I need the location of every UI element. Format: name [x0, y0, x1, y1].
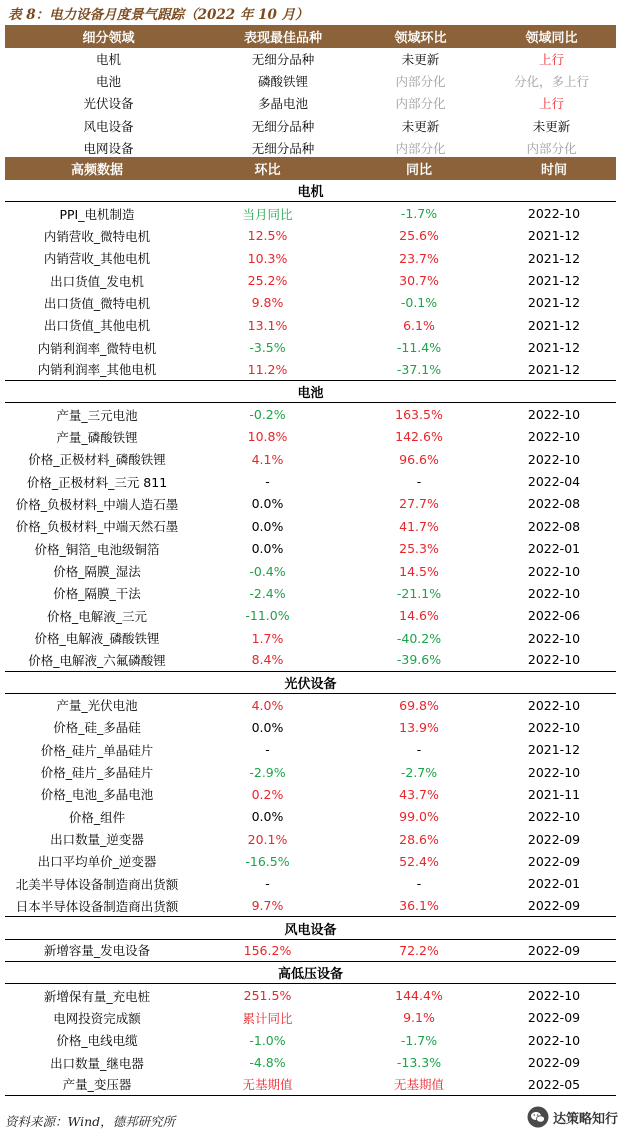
row-date: 2022-10 — [527, 206, 581, 222]
row-date: 2022-05 — [527, 1076, 581, 1092]
row-mom: 9.7% — [251, 898, 284, 914]
row-item: 内销利润率_其他电机 — [37, 362, 157, 378]
row-yoy: 41.7% — [399, 518, 439, 534]
row-mom: -4.8% — [249, 1055, 286, 1071]
row-item: 出口货值_发电机 — [50, 273, 144, 289]
row-mom: 12.5% — [247, 228, 288, 244]
row-date: 2021-12 — [527, 340, 581, 356]
row-date: 2022-08 — [527, 496, 581, 512]
row-yoy: 25.6% — [399, 228, 439, 244]
row-mom: -16.5% — [245, 853, 290, 869]
row-yoy: -1.7% — [400, 206, 438, 222]
watermark — [527, 1105, 618, 1129]
row-date: 2022-10 — [527, 585, 581, 601]
row-mom: 10.3% — [247, 250, 288, 266]
row-date: 2022-09 — [527, 898, 581, 914]
row-mom: 累计同比 — [242, 1010, 293, 1026]
row-item: 出口货值_微特电机 — [43, 295, 151, 311]
row-date: 2021-12 — [527, 361, 581, 377]
row-mom: 无基期值 — [242, 1077, 293, 1093]
table-row — [5, 403, 616, 425]
row-mom: - — [265, 742, 270, 758]
summary-mom: 未更新 — [401, 52, 440, 68]
summary-domain: 电网设备 — [83, 140, 134, 156]
row-mom: 0.0% — [251, 518, 284, 534]
row-date: 2022-09 — [527, 853, 581, 869]
row-yoy: - — [416, 742, 422, 758]
row-date: 2021-11 — [527, 786, 581, 802]
row-mom: -0.2% — [249, 407, 286, 423]
row-item: 价格_组件 — [68, 809, 126, 825]
summary-header-domain: 细分领域 — [82, 31, 135, 46]
table-row — [5, 984, 616, 1006]
row-item: 产量_变压器 — [62, 1077, 132, 1093]
row-item: 出口货值_其他电机 — [43, 318, 151, 334]
row-date: 2022-01 — [527, 876, 581, 892]
row-yoy: 13.9% — [399, 719, 439, 735]
summary-best: 无细分品种 — [251, 140, 315, 156]
table-row — [5, 850, 616, 872]
section-title — [5, 962, 616, 984]
row-mom: 156.2% — [243, 942, 292, 958]
summary-header-mom: 领域环比 — [394, 31, 447, 46]
summary-yoy: 上行 — [538, 96, 564, 112]
summary-domain: 电机 — [95, 52, 121, 68]
row-date: 2022-09 — [527, 1010, 581, 1026]
row-item: 价格_正极材料_磷酸铁锂 — [28, 452, 166, 468]
row-mom: 1.7% — [251, 630, 284, 646]
table-row — [5, 828, 616, 850]
row-item: 价格_电线电缆 — [56, 1033, 138, 1049]
row-mom: 当月同比 — [242, 206, 293, 222]
summary-yoy: 未更新 — [532, 118, 571, 134]
row-date: 2022-10 — [527, 451, 581, 467]
table-row — [5, 359, 616, 381]
row-mom: 0.0% — [251, 809, 284, 825]
summary-mom: 内部分化 — [395, 74, 446, 90]
row-yoy: -13.3% — [396, 1055, 442, 1071]
summary-best: 无细分品种 — [251, 52, 315, 68]
row-yoy: -11.4% — [396, 340, 442, 356]
row-item: 价格_负极材料_中端天然石墨 — [15, 519, 179, 535]
row-mom: - — [265, 876, 270, 892]
row-mom: 4.1% — [251, 451, 284, 467]
summary-mom: 内部分化 — [395, 96, 446, 112]
table-row — [5, 582, 616, 604]
section-title — [5, 672, 616, 694]
row-yoy: 72.2% — [399, 942, 439, 958]
row-yoy: 28.6% — [399, 831, 439, 847]
row-yoy: 25.3% — [399, 541, 439, 557]
table-row — [5, 426, 616, 448]
table-row — [5, 515, 616, 537]
row-yoy: 36.1% — [399, 898, 439, 914]
row-date: 2022-10 — [527, 1032, 581, 1048]
table-row — [5, 247, 616, 269]
row-item: 价格_铜箔_电池级铜箔 — [34, 541, 160, 557]
summary-mom: 内部分化 — [395, 140, 446, 156]
row-item: 北美半导体设备制造商出货额 — [15, 876, 179, 892]
row-item: 产量_磷酸铁锂 — [56, 429, 138, 445]
table-row — [5, 649, 616, 671]
row-item: 内销利润率_微特电机 — [37, 340, 157, 356]
row-date: 2022-09 — [527, 942, 581, 958]
section-name: 电池 — [297, 386, 324, 402]
row-yoy: 52.4% — [399, 853, 439, 869]
row-date: 2022-10 — [527, 719, 581, 735]
table-row — [5, 694, 616, 716]
summary-yoy: 内部分化 — [526, 140, 577, 156]
row-date: 2022-04 — [527, 474, 581, 490]
row-date: 2021-12 — [527, 317, 581, 333]
row-yoy: 27.7% — [399, 496, 439, 512]
section-name: 光伏设备 — [284, 676, 337, 692]
row-item: 价格_电解液_磷酸铁锂 — [34, 631, 160, 647]
table-row — [5, 493, 616, 515]
row-yoy: -40.2% — [396, 630, 442, 646]
table-row — [5, 873, 616, 895]
table-row — [5, 448, 616, 470]
table-row — [5, 1007, 616, 1029]
row-date: 2022-08 — [527, 518, 581, 534]
row-item: 价格_正极材料_三元 811 — [26, 474, 168, 490]
section-name: 风电设备 — [284, 922, 337, 938]
row-yoy: 43.7% — [399, 786, 439, 802]
row-mom: 13.1% — [247, 317, 288, 333]
row-mom: 4.0% — [251, 697, 284, 713]
row-yoy: 6.1% — [403, 317, 435, 333]
row-mom: -0.4% — [249, 563, 286, 579]
detail-header-mom: 环比 — [254, 163, 281, 178]
row-item: 价格_负极材料_中端人造石墨 — [15, 496, 179, 512]
row-mom: -11.0% — [245, 608, 290, 624]
section-title — [5, 381, 616, 403]
summary-row — [5, 92, 616, 114]
row-item: 价格_电解液_六氟磷酸锂 — [28, 652, 166, 668]
row-yoy: -37.1% — [396, 361, 442, 377]
detail-table — [5, 180, 616, 1096]
summary-mom: 未更新 — [401, 118, 440, 134]
table-row — [5, 940, 616, 962]
table-row — [5, 1051, 616, 1073]
row-mom: -2.4% — [249, 585, 286, 601]
summary-row — [5, 115, 616, 137]
summary-domain: 电池 — [95, 74, 121, 90]
row-item: 产量_光伏电池 — [56, 698, 138, 714]
detail-header — [5, 157, 616, 180]
row-yoy: -39.6% — [396, 652, 442, 668]
row-date: 2021-12 — [527, 273, 581, 289]
section-name: 电机 — [297, 185, 324, 201]
row-date: 2021-12 — [527, 228, 581, 244]
row-yoy: - — [416, 876, 422, 892]
row-date: 2022-10 — [527, 764, 581, 780]
table-row — [5, 202, 616, 224]
row-mom: 20.1% — [247, 831, 288, 847]
row-mom: 25.2% — [247, 273, 288, 289]
row-mom: -1.0% — [249, 1032, 286, 1048]
table-row — [5, 560, 616, 582]
table-row — [5, 538, 616, 560]
table-row — [5, 292, 616, 314]
row-yoy: 142.6% — [395, 429, 443, 445]
summary-domain: 光伏设备 — [83, 96, 134, 112]
row-item: 新增保有量_充电桩 — [43, 988, 151, 1004]
table-row — [5, 627, 616, 649]
row-yoy: 69.8% — [399, 697, 439, 713]
row-item: 出口数量_逆变器 — [50, 832, 144, 848]
table-row — [5, 470, 616, 492]
section-title — [5, 917, 616, 939]
row-date: 2021-12 — [527, 295, 581, 311]
row-item: 价格_电解液_三元 — [46, 608, 147, 624]
row-mom: -2.9% — [249, 764, 286, 780]
table-row — [5, 895, 616, 917]
detail-header-yoy: 同比 — [405, 163, 432, 178]
table-row — [5, 1074, 616, 1096]
table-row — [5, 225, 616, 247]
row-yoy: 144.4% — [395, 988, 443, 1004]
row-item: 价格_硅片_多晶硅片 — [40, 765, 154, 781]
summary-row — [5, 137, 616, 159]
detail-header-item: 高频数据 — [70, 163, 123, 178]
row-item: 新增容量_发电设备 — [43, 943, 151, 959]
row-item: 电网投资完成额 — [53, 1010, 141, 1026]
row-yoy: - — [416, 474, 422, 490]
row-date: 2022-10 — [527, 630, 581, 646]
summary-header-best: 表现最佳品种 — [243, 31, 322, 46]
row-date: 2022-10 — [527, 988, 581, 1004]
summary-yoy: 分化，多上行 — [513, 74, 589, 90]
row-date: 2021-12 — [527, 742, 581, 758]
row-yoy: 无基期值 — [393, 1077, 444, 1093]
row-date: 2022-10 — [527, 809, 581, 825]
row-yoy: 30.7% — [399, 273, 439, 289]
row-mom: -3.5% — [249, 340, 286, 356]
row-date: 2022-01 — [527, 541, 581, 557]
row-item: 价格_隔膜_干法 — [53, 586, 141, 602]
row-item: 内销营收_微特电机 — [43, 228, 151, 244]
table-row — [5, 605, 616, 627]
table-title: 表 8：电力设备月度景气跟踪（2022 年 10 月） — [8, 7, 309, 23]
summary-best: 无细分品种 — [251, 118, 315, 134]
row-mom: 0.2% — [251, 786, 284, 802]
row-yoy: 96.6% — [399, 451, 439, 467]
row-yoy: -21.1% — [396, 585, 442, 601]
row-yoy: 99.0% — [399, 809, 439, 825]
row-item: 日本半导体设备制造商出货额 — [15, 898, 179, 914]
row-item: PPI_电机制造 — [59, 206, 135, 222]
row-yoy: 163.5% — [395, 407, 443, 423]
table-row — [5, 1029, 616, 1051]
row-item: 价格_隔膜_湿法 — [53, 564, 141, 580]
row-date: 2022-06 — [527, 608, 581, 624]
summary-header-yoy: 领域同比 — [525, 31, 578, 46]
watermark-text: 达策略知行 — [552, 1111, 618, 1127]
row-item: 产量_三元电池 — [56, 407, 138, 423]
row-yoy: 9.1% — [403, 1010, 435, 1026]
row-date: 2021-12 — [527, 250, 581, 266]
row-item: 价格_电池_多晶电池 — [40, 787, 154, 803]
table-row — [5, 269, 616, 291]
table-row — [5, 761, 616, 783]
row-date: 2022-10 — [527, 407, 581, 423]
wechat-icon — [527, 1106, 549, 1128]
table-row — [5, 806, 616, 828]
table-row — [5, 716, 616, 738]
row-mom: 0.0% — [251, 496, 284, 512]
row-item: 出口平均单价_逆变器 — [37, 854, 157, 870]
row-mom: 9.8% — [251, 295, 284, 311]
detail-header-date: 时间 — [540, 163, 567, 178]
row-yoy: -2.7% — [400, 764, 438, 780]
row-mom: 8.4% — [251, 652, 284, 668]
summary-row — [5, 70, 616, 92]
table-row — [5, 314, 616, 336]
row-item: 价格_硅片_单晶硅片 — [40, 742, 154, 758]
row-item: 内销营收_其他电机 — [43, 251, 151, 267]
summary-domain: 风电设备 — [83, 118, 134, 134]
row-yoy: -0.1% — [400, 295, 438, 311]
table-row — [5, 739, 616, 761]
row-yoy: 23.7% — [399, 250, 439, 266]
summary-best: 多晶电池 — [257, 96, 308, 112]
section-title — [5, 180, 616, 202]
row-mom: - — [265, 474, 270, 490]
row-date: 2022-10 — [527, 652, 581, 668]
row-date: 2022-09 — [527, 831, 581, 847]
row-mom: 10.8% — [247, 429, 288, 445]
row-mom: 0.0% — [251, 719, 284, 735]
row-date: 2022-10 — [527, 697, 581, 713]
row-mom: 0.0% — [251, 541, 284, 557]
summary-row — [5, 48, 616, 70]
row-mom: 11.2% — [247, 361, 288, 377]
row-mom: 251.5% — [243, 988, 292, 1004]
row-item: 价格_硅_多晶硅 — [53, 720, 141, 736]
row-date: 2022-10 — [527, 429, 581, 445]
section-name: 高低压设备 — [277, 967, 343, 983]
table-row — [5, 336, 616, 358]
table-row — [5, 783, 616, 805]
row-item: 出口数量_继电器 — [50, 1055, 144, 1071]
row-yoy: -1.7% — [400, 1032, 438, 1048]
row-yoy: 14.5% — [399, 563, 439, 579]
row-yoy: 14.6% — [399, 608, 439, 624]
row-date: 2022-09 — [527, 1055, 581, 1071]
source-note: 资料来源：Wind，德邦研究所 — [5, 1114, 176, 1129]
summary-best: 磷酸铁锂 — [257, 74, 308, 90]
summary-yoy: 上行 — [538, 52, 564, 68]
row-date: 2022-10 — [527, 563, 581, 579]
summary-table — [5, 48, 616, 159]
summary-header — [5, 25, 616, 48]
